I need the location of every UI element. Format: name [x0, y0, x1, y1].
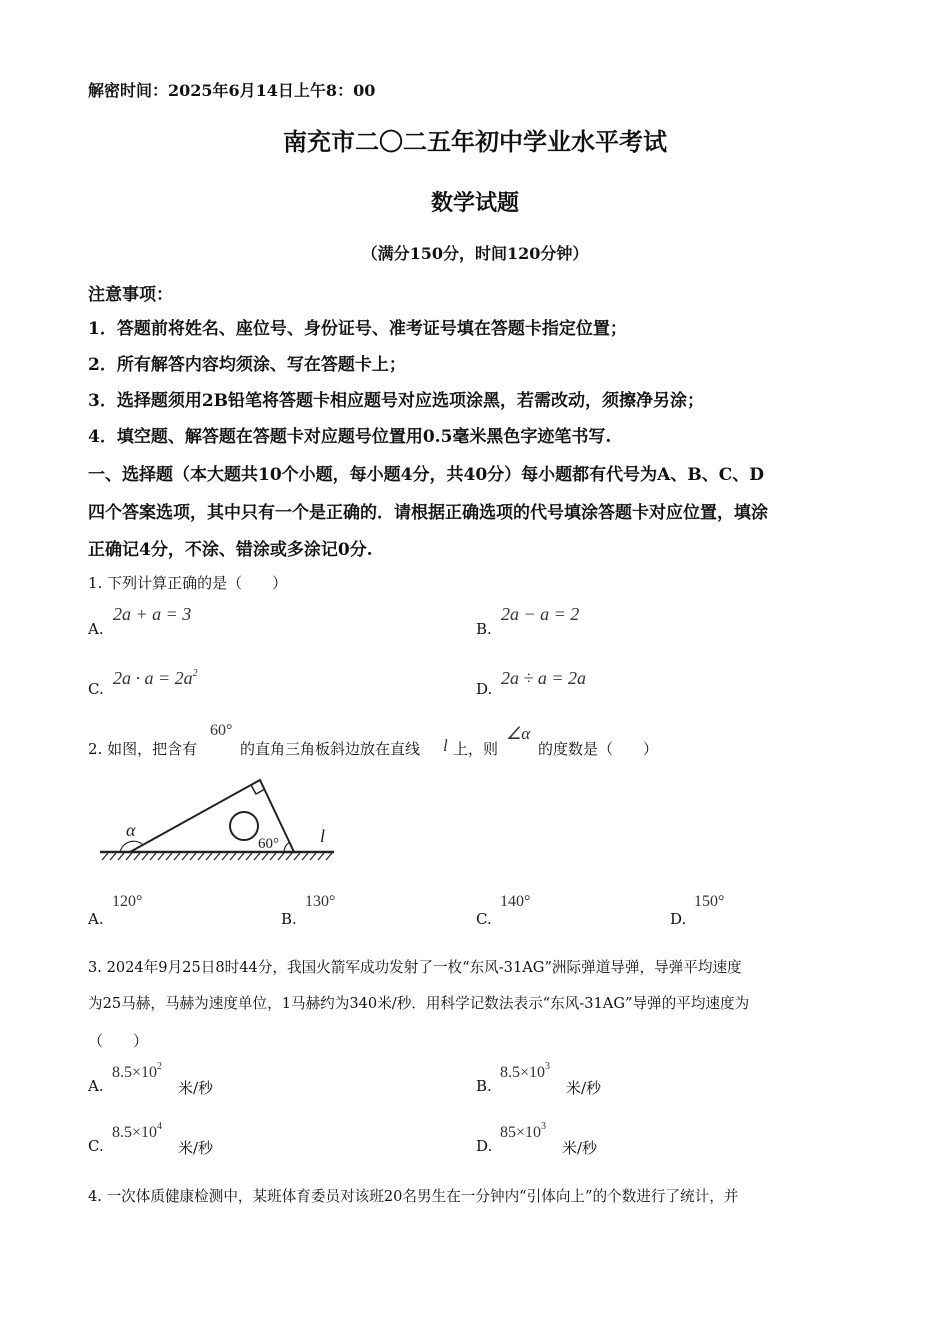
- q3-line-2: 为25马赫，马赫为速度单位，1马赫约为340米/秒．用科学记数法表示“东风-31AG”导弹的平均速度为: [88, 995, 750, 1012]
- q2-option-d-label[interactable]: D.: [670, 910, 687, 928]
- note-item: 1．答题前将姓名、座位号、身份证号、准考证号填在答题卡指定位置；: [88, 319, 627, 339]
- q2-stem-c: 上，则: [453, 740, 499, 758]
- q3-option-b-label[interactable]: B.: [476, 1077, 492, 1095]
- notes-heading: 注意事项：: [88, 285, 173, 305]
- q3-option-b-expr: $8.5\times 10^3$: [500, 1061, 551, 1081]
- q2-line-l: l: [443, 736, 448, 755]
- hatched-ground-line: [100, 852, 334, 860]
- exam-title: 南充市二〇二五年初中学业水平考试: [283, 127, 667, 156]
- score-time: （满分150分，时间120分钟）: [361, 244, 589, 263]
- q1-option-b-expr: 2a − a = 2: [501, 604, 580, 624]
- q1-option-c-expr: $2a \cdot a = 2a^2$: [113, 668, 198, 688]
- note-item: 4．填空题、解答题在答题卡对应题号位置用0.5毫米黑色字迹笔书写.: [88, 427, 612, 447]
- q3-option-b-unit: 米/秒: [566, 1079, 602, 1097]
- q3-option-d-expr: $85\times 10^3$: [500, 1121, 547, 1141]
- fig-alpha-label: α: [126, 820, 136, 840]
- q3-option-d-unit: 米/秒: [562, 1139, 598, 1157]
- note-item: 2．所有解答内容均须涂、写在答题卡上；: [88, 355, 406, 375]
- q2-option-c-label[interactable]: C.: [476, 910, 492, 928]
- exam-subtitle: 数学试题: [430, 190, 519, 216]
- q2-option-b-value: 130°: [305, 893, 336, 910]
- q1-stem: 1. 下列计算正确的是（ ）: [88, 574, 288, 592]
- section-instruction: 一、选择题（本大题共10个小题，每小题4分，共40分）每小题都有代号为A、B、C、D: [88, 465, 764, 485]
- q2-angle-alpha: ∠α: [506, 724, 531, 743]
- q2-stem-a: 2. 如图，把含有: [88, 740, 198, 758]
- q1-option-c-label[interactable]: C.: [88, 680, 104, 698]
- q2-option-c-value: 140°: [500, 893, 531, 910]
- q1-option-b-label[interactable]: B.: [476, 620, 492, 638]
- section-instruction: 四个答案选项，其中只有一个是正确的．请根据正确选项的代号填涂答题卡对应位置，填涂: [88, 503, 768, 523]
- q3-line-1: 3. 2024年9月25日8时44分，我国火箭军成功发射了一枚“东风-31AG”洲际弹道导弹，导弹平均速度: [88, 959, 742, 976]
- fig-60-label: 60°: [258, 836, 279, 852]
- fig-l-label: l: [320, 826, 326, 846]
- q3-line-3: （ ）: [88, 1032, 149, 1050]
- q3-option-a-label[interactable]: A.: [88, 1077, 104, 1095]
- q2-angle-60: 60°: [210, 722, 233, 739]
- q2-figure: [98, 776, 338, 864]
- q3-option-c-expr: $8.5\times 10^4$: [112, 1121, 163, 1141]
- q2-option-a-value: 120°: [112, 893, 143, 910]
- q2-option-a-label[interactable]: A.: [88, 910, 104, 928]
- q1-option-a-expr: 2a + a = 3: [113, 604, 192, 624]
- q4-line-1: 4. 一次体质健康检测中，某班体育委员对该班20名男生在一分钟内“引体向上”的个数进行了统计，并: [88, 1188, 739, 1205]
- q2-option-d-value: 150°: [694, 893, 725, 910]
- q3-option-c-unit: 米/秒: [178, 1139, 214, 1157]
- q3-option-a-expr: $8.5\times 10^2$: [112, 1061, 163, 1081]
- q3-option-a-unit: 米/秒: [178, 1079, 214, 1097]
- q3-option-d-label[interactable]: D.: [476, 1137, 493, 1155]
- q1-option-d-expr: 2a ÷ a = 2a: [501, 668, 587, 688]
- q1-option-d-label[interactable]: D.: [476, 680, 493, 698]
- q1-option-a-label[interactable]: A.: [88, 620, 104, 638]
- q2-stem-b: 的直角三角板斜边放在直线: [240, 740, 421, 758]
- q2-option-b-label[interactable]: B.: [281, 910, 297, 928]
- q3-option-c-label[interactable]: C.: [88, 1137, 104, 1155]
- unseal-time: 解密时间：2025年6月14日上午8：00: [88, 81, 376, 100]
- section-instruction: 正确记4分，不涂、错涂或多涂记0分.: [88, 540, 373, 560]
- note-item: 3．选择题须用2B铅笔将答题卡相应题号对应选项涂黑，若需改动，须擦净另涂；: [88, 391, 705, 411]
- ruler-hole: [230, 812, 258, 840]
- q2-stem-d: 的度数是（ ）: [538, 740, 659, 758]
